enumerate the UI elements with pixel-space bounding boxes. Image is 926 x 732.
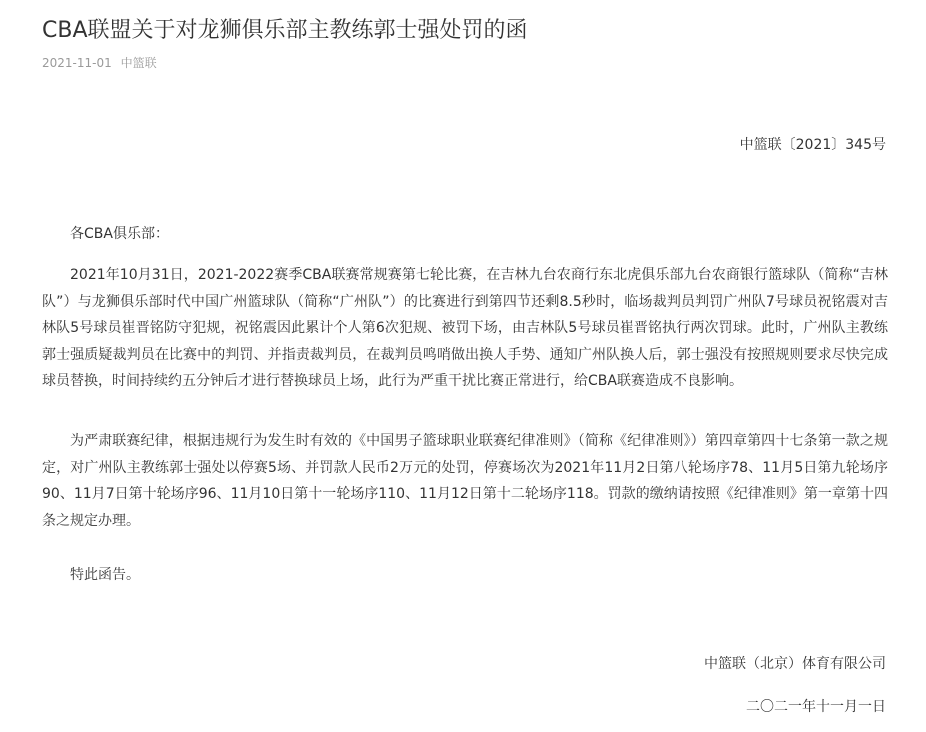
publish-date: 2021-11-01 [42,56,112,70]
source-label: 中篮联 [120,56,157,70]
closing-line: 特此函告。 [70,567,140,583]
salutation: 各CBA俱乐部： [70,226,169,242]
paragraph-incident: 2021年10月31日，2021-2022赛季CBA联赛常规赛第七轮比赛，在吉林九台农商行东北虎俱乐部九台农商银行篮球队（简称“吉林队”）与龙狮俱乐部时代中国广州篮球队（简称“广州队”）的比赛进行到第四节还剩8.5秒时，临场裁判员判罚广州队7号球员祝铭震对吉林队5号球员崔晋铭防守犯规，祝铭震因此累计个人第6次犯规、被罚下场，由吉林队5号球员崔晋铭执行两次罚球。此时，广州队主教练郭士强质疑裁判员在比赛中的判罚、并指责裁判员，在裁判员鸣哨做出换人手势、通知广州队换人后，郭士强没有按照规则要求尽快完成球员替换，时间持续约五分钟后才进行替换球员上场，此行为严重干扰比赛正常进行，给CBA联赛造成不良影响。 [42,267,888,389]
paragraph-penalty: 为严肃联赛纪律，根据违规行为发生时有效的《中国男子篮球职业联赛纪律准则》（简称《纪律准则》）第四章第四十七条第一款之规定，对广州队主教练郭士强处以停赛5场、并罚款人民币2万元的处罚，停赛场次为2021年11月2日第八轮场序78、11月5日第九轮场序90、11月7日第十轮场序96、11月10日第十一轮场序110、11月12日第十二轮场序118。罚款的缴纳请按照《纪律准则》第一章第十四条之规定办理。 [42,433,888,529]
signature-organization: 中篮联（北京）体育有限公司 [704,656,886,672]
document-number: 中篮联〔2021〕345号 [739,137,886,153]
article-title: CBA联盟关于对龙狮俱乐部主教练郭士强处罚的函 [42,18,528,43]
article-meta [42,55,157,71]
signature-date: 二〇二一年十一月一日 [746,699,886,715]
